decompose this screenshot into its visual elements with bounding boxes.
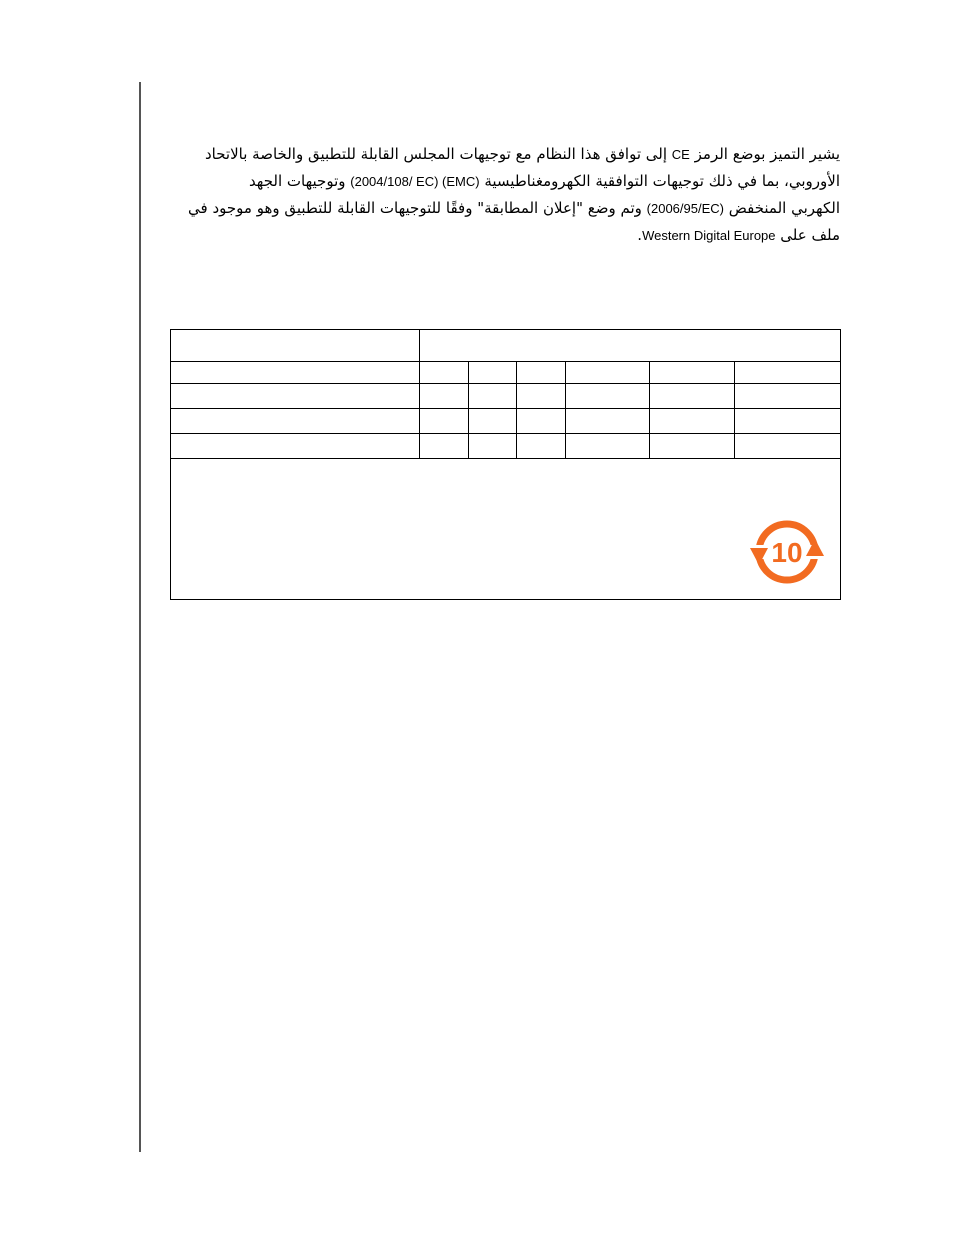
table-cell — [469, 409, 517, 434]
table-footer-cell — [171, 459, 841, 600]
ce-line-1 — [200, 141, 840, 168]
text-segment: . — [637, 226, 643, 244]
epup-number: 10 — [771, 537, 803, 569]
table-cell — [650, 384, 735, 409]
table-cell — [650, 409, 735, 434]
emc-directive-code: (2004/108/ EC) (EMC) — [350, 174, 480, 189]
text-segment: الأوروبي، بما في ذلك توجيهات التوافقية الكهرومغناطيسية — [479, 172, 840, 190]
table-cell — [517, 409, 566, 434]
ce-line-3 — [188, 195, 840, 222]
table-subheader-row — [171, 362, 841, 384]
table-cell — [171, 434, 420, 459]
table-cell — [566, 362, 650, 384]
table-cell — [171, 409, 420, 434]
table-cell — [420, 434, 469, 459]
table-footer-row — [171, 459, 841, 600]
company-name: Western Digital Europe — [642, 228, 776, 243]
table-cell — [469, 434, 517, 459]
table-cell — [566, 384, 650, 409]
epup-10-year-icon — [750, 515, 824, 589]
table-cell — [469, 384, 517, 409]
text-segment: يشير التميز بوضع الرمز — [689, 145, 840, 163]
table-cell — [171, 384, 420, 409]
ce-line-2 — [200, 168, 840, 195]
ce-line-4 — [200, 222, 840, 249]
table-cell — [650, 434, 735, 459]
ce-mark-text: CE — [671, 147, 690, 162]
table-cell — [469, 362, 517, 384]
margin-rule — [139, 82, 141, 1152]
table-cell — [517, 434, 566, 459]
table-cell — [171, 330, 420, 362]
table-row — [171, 434, 841, 459]
table-cell — [735, 384, 841, 409]
table-cell — [566, 434, 650, 459]
table-cell — [517, 384, 566, 409]
hazardous-substances-table — [170, 329, 841, 600]
table-row — [171, 384, 841, 409]
text-segment: الكهربي المنخفض — [723, 199, 840, 217]
table-row — [171, 409, 841, 434]
text-segment: إلى توافق هذا النظام مع توجيهات المجلس القابلة للتطبيق والخاصة بالاتحاد — [205, 145, 672, 163]
table-cell — [735, 409, 841, 434]
text-segment: وتم وضع "إعلان المطابقة" وفقًا للتوجيهات القابلة للتطبيق وهو موجود في — [188, 199, 647, 217]
table-cell — [735, 434, 841, 459]
table-cell — [650, 362, 735, 384]
table-cell — [566, 409, 650, 434]
table-cell — [420, 362, 469, 384]
table-cell — [517, 362, 566, 384]
table-header-row — [171, 330, 841, 362]
table-cell — [735, 362, 841, 384]
lvd-directive-code: (2006/95/EC) — [646, 201, 724, 216]
table-cell — [171, 362, 420, 384]
table-cell — [420, 384, 469, 409]
text-segment: ملف على — [775, 226, 840, 244]
table-cell — [420, 330, 841, 362]
table-cell — [420, 409, 469, 434]
text-segment: وتوجيهات الجهد — [248, 172, 351, 190]
ce-compliance-paragraph — [188, 141, 840, 249]
